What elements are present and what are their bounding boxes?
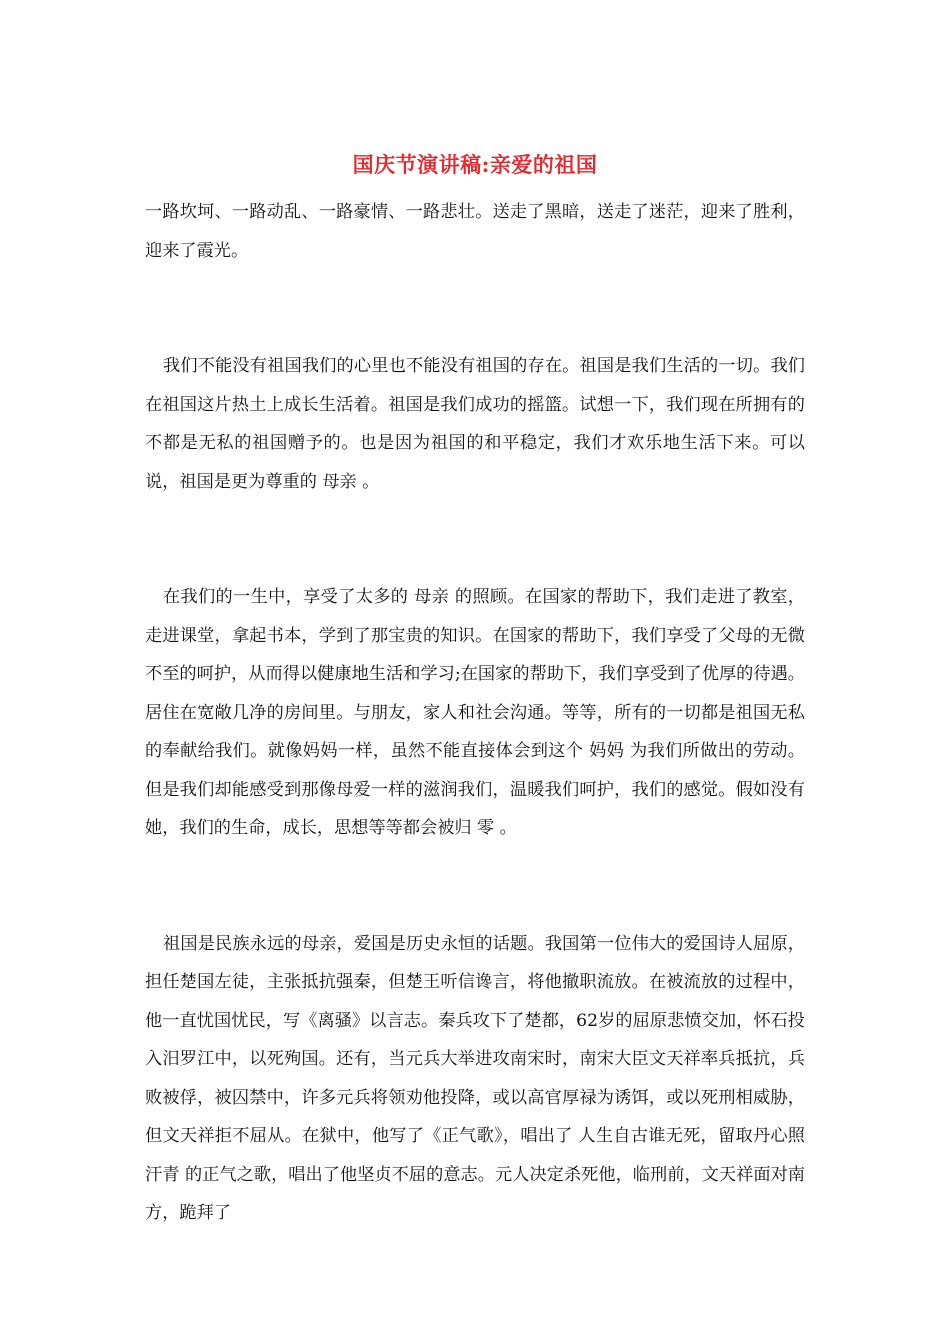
paragraph-2: 我们不能没有祖国我们的心里也不能没有祖国的存在。祖国是我们生活的一切。我们在祖国这片热土上成长生活着。祖国是我们成功的摇篮。试想一下，我们现在所拥有的不都是无私的祖国赠予的。也是因为祖国的和平稳定，我们才欢乐地生活下来。可以说，祖国是更为尊重的 母亲 。 <box>145 356 805 492</box>
document-title: 国庆节演讲稿:亲爱的祖国 <box>352 152 598 177</box>
paragraph-1: 一路坎坷、一路动乱、一路豪情、一路悲壮。送走了黑暗，送走了迷茫，迎来了胜利，迎来了霞光。 <box>145 202 805 261</box>
paragraph-gap <box>145 848 805 925</box>
paragraph-4: 祖国是民族永远的母亲，爱国是历史永恒的话题。我国第一位伟大的爱国诗人屈原，担任楚国左徒，主张抵抗强秦，但楚王听信谗言，将他撤职流放。在被流放的过程中，他一直忧国忧民，写《离骚》以言志。秦兵攻下了楚都，62岁的屈原悲愤交加，怀石投入汨罗江中，以死殉国。还有，当元兵大举进攻南宋时，南宋大臣文天祥率兵抵抗，兵败被俘，被囚禁中，许多元兵将领劝他投降，或以高官厚禄为诱饵，或以死刑相威胁，但文天祥拒不屈从。在狱中，他写了《正气歌》，唱出了 人生自古谁无死，留取丹心照汗青 的正气之歌，唱出了他坚贞不屈的意志。元人决定杀死他，临刑前，文天祥面对南方，跪拜了 <box>145 933 805 1223</box>
paragraph-gap <box>145 501 805 578</box>
document-body <box>145 193 805 1233</box>
paragraph-gap <box>145 270 805 347</box>
paragraph-3: 在我们的一生中，享受了太多的 母亲 的照顾。在国家的帮助下，我们走进了教室，走进课堂，拿起书本，学到了那宝贵的知识。在国家的帮助下，我们享受了父母的无微不至的呵护，从而得以健康地生活和学习;在国家的帮助下，我们享受到了优厚的待遇。居住在宽敞几净的房间里。与朋友，家人和社会沟通。等等，所有的一切都是祖国无私的奉献给我们。就像妈妈一样，虽然不能直接体会到这个 妈妈 为我们所做出的劳动。但是我们却能感受到那像母爱一样的滋润我们，温暖我们呵护，我们的感觉。假如没有她，我们的生命，成长，思想等等都会被归 零 。 <box>145 587 805 838</box>
